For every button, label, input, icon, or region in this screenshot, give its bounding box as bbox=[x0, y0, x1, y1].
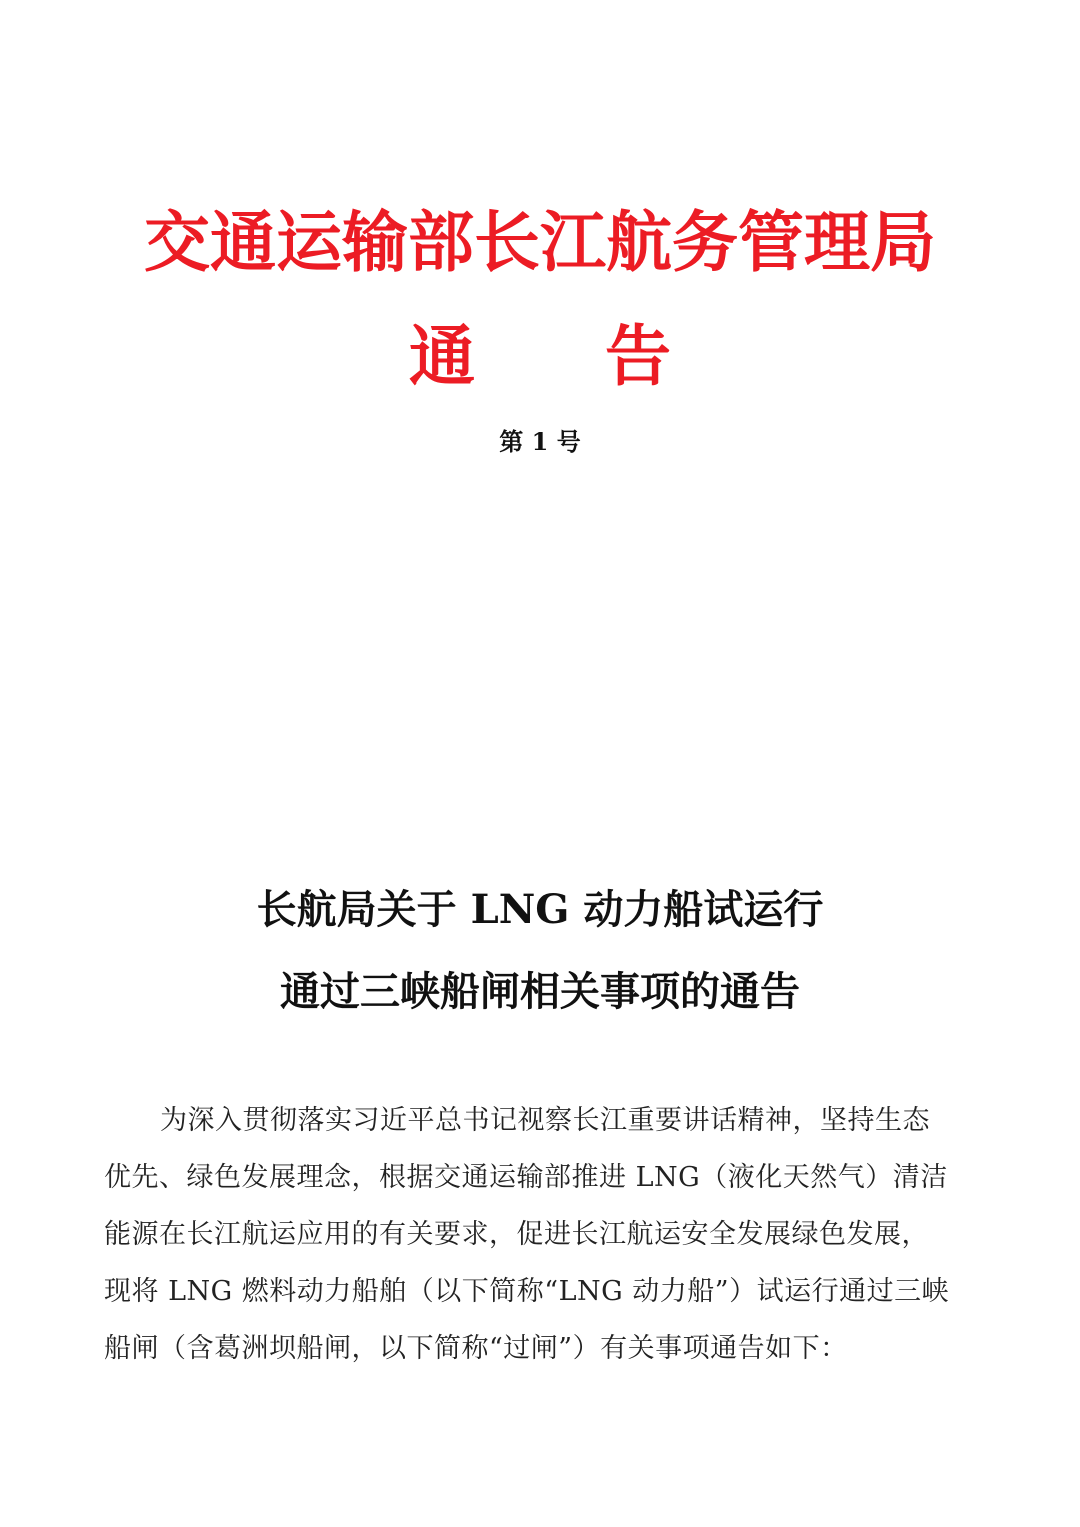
document-type-char-1: 通 bbox=[409, 317, 475, 395]
document-number: 第 1 号 bbox=[499, 427, 581, 456]
notice-title-line-2: 通过三峡船闸相关事项的通告 bbox=[280, 968, 800, 1015]
body-paragraph-line-2: 优先、绿色发展理念，根据交通运输部推进 LNG（液化天然气）清洁 bbox=[104, 1162, 948, 1193]
notice-title-line-1: 长航局关于 LNG 动力船试运行 bbox=[256, 886, 824, 933]
document-type bbox=[0, 310, 1080, 402]
issuing-organization: 交通运输部长江航务管理局 bbox=[144, 203, 936, 281]
body-paragraph-line-3: 能源在长江航运应用的有关要求，促进长江航运安全发展绿色发展， bbox=[104, 1219, 929, 1250]
body-paragraph-line-1: 为深入贯彻落实习近平总书记视察长江重要讲话精神，坚持生态 bbox=[160, 1105, 930, 1136]
body-paragraph-line-4: 现将 LNG 燃料动力船舶（以下简称“LNG 动力船”）试运行通过三峡 bbox=[104, 1276, 950, 1307]
body-paragraph-line-5: 船闸（含葛洲坝船闸，以下简称“过闸”）有关事项通告如下： bbox=[104, 1333, 848, 1364]
document-type-char-2: 告 bbox=[605, 317, 671, 395]
